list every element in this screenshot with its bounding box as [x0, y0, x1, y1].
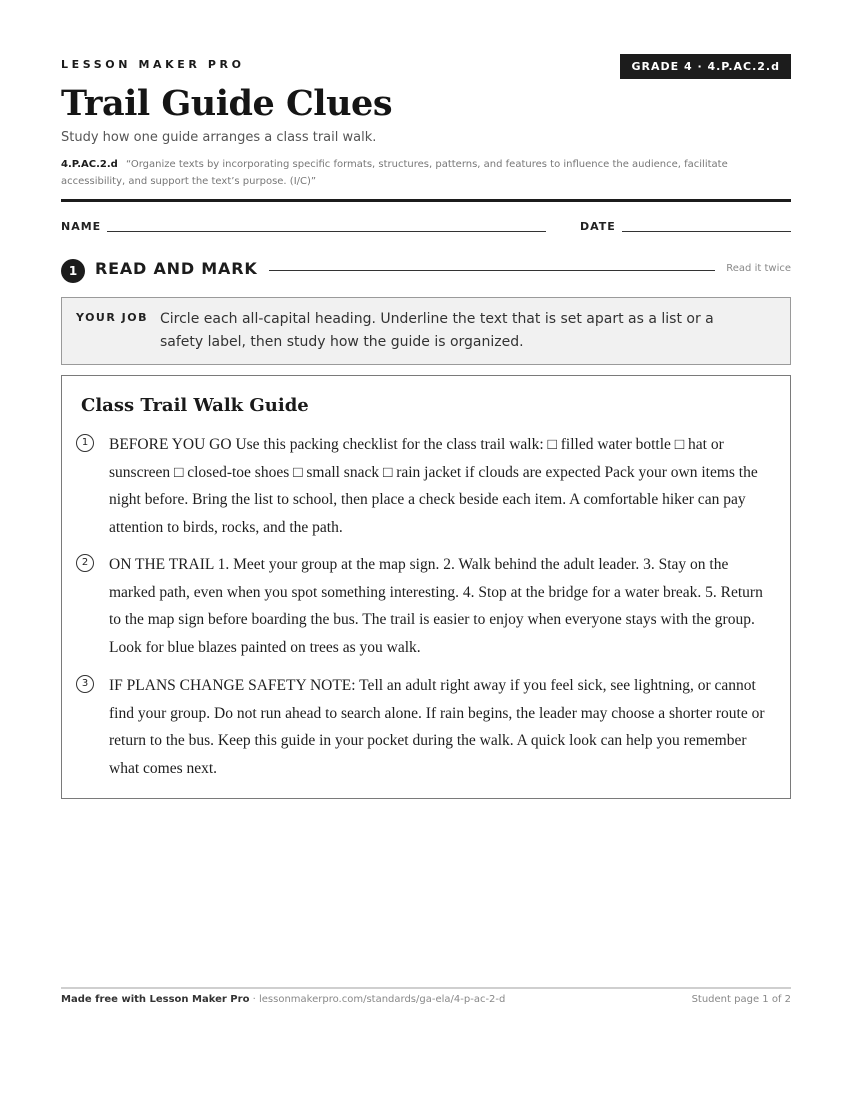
standard-description: [61, 156, 791, 190]
worksheet-page: [61, 0, 791, 1100]
grade-badge: GRADE 4 · 4.P.AC.2.d: [620, 54, 791, 79]
item-text: ON THE TRAIL 1. Meet your group at the map sign. 2. Walk behind the adult leader. 3. Stay on the marked path, even when you spot something interesting. 4. Stop at the bridge for a water break. 5. Return to the map sign before boarding the bus. The trail is easier to enjoy when everyone stays with the group. Look for blue blazes painted on trees as you walk.: [109, 556, 763, 656]
your-job-instructions: Circle each all-capital heading. Underline the text that is set apart as a list or a safety label, then study how the guide is organized.: [160, 311, 714, 350]
your-job-box: [61, 297, 791, 365]
section-title: READ AND MARK: [95, 259, 258, 278]
item-text: BEFORE YOU GO Use this packing checklist for the class trail walk: □ filled water bottle □ hat or sunscreen □ closed-toe shoes □ small snack □ rain jacket if clouds are expected Pack your own items the night before. Bring the list to school, then place a check beside each item. A comfortable hiker can pay attention to birds, rocks, and the path.: [109, 436, 758, 536]
item-text: IF PLANS CHANGE SAFETY NOTE: Tell an adult right away if you feel sick, see lightning, or cannot find your group. Do not run ahead to search alone. If rain begins, the leader may choose a shorter route or return to the bus. Keep this guide in your pocket during the walk. A quick look can help you remember what comes next.: [109, 677, 765, 777]
standard-code: 4.P.AC.2.d: [61, 159, 118, 170]
page-title: Trail Guide Clues: [61, 83, 393, 124]
standard-text: “Organize texts by incorporating specific formats, structures, patterns, and features to influence the audience, facilitate accessibility, and support the text’s purpose. (I/C)”: [61, 159, 728, 187]
footer-divider: [61, 987, 791, 989]
footer-page-number: Student page 1 of 2: [691, 994, 791, 1005]
date-field[interactable]: [622, 231, 791, 232]
guide-title: Class Trail Walk Guide: [81, 395, 309, 416]
item-number-badge: 3: [76, 675, 94, 693]
section-divider: [269, 270, 715, 271]
your-job-label: YOUR JOB: [76, 311, 148, 324]
section-note: Read it twice: [726, 263, 791, 274]
item-number-badge: 2: [76, 554, 94, 572]
section-number-badge: 1: [61, 259, 85, 283]
footer-made-with: Made free with Lesson Maker Pro: [61, 994, 250, 1005]
brand-name: LESSON MAKER PRO: [61, 58, 245, 71]
name-field[interactable]: [107, 231, 546, 232]
date-label: DATE: [580, 220, 616, 233]
name-label: NAME: [61, 220, 102, 233]
header-divider: [61, 199, 791, 202]
footer-url[interactable]: · lessonmakerpro.com/standards/ga-ela/4-p-ac-2-d: [252, 994, 506, 1005]
item-number-badge: 1: [76, 434, 94, 452]
page-subtitle: Study how one guide arranges a class trail walk.: [61, 130, 377, 145]
guide-passage-box: [61, 375, 791, 799]
footer-credit: [61, 994, 505, 1005]
